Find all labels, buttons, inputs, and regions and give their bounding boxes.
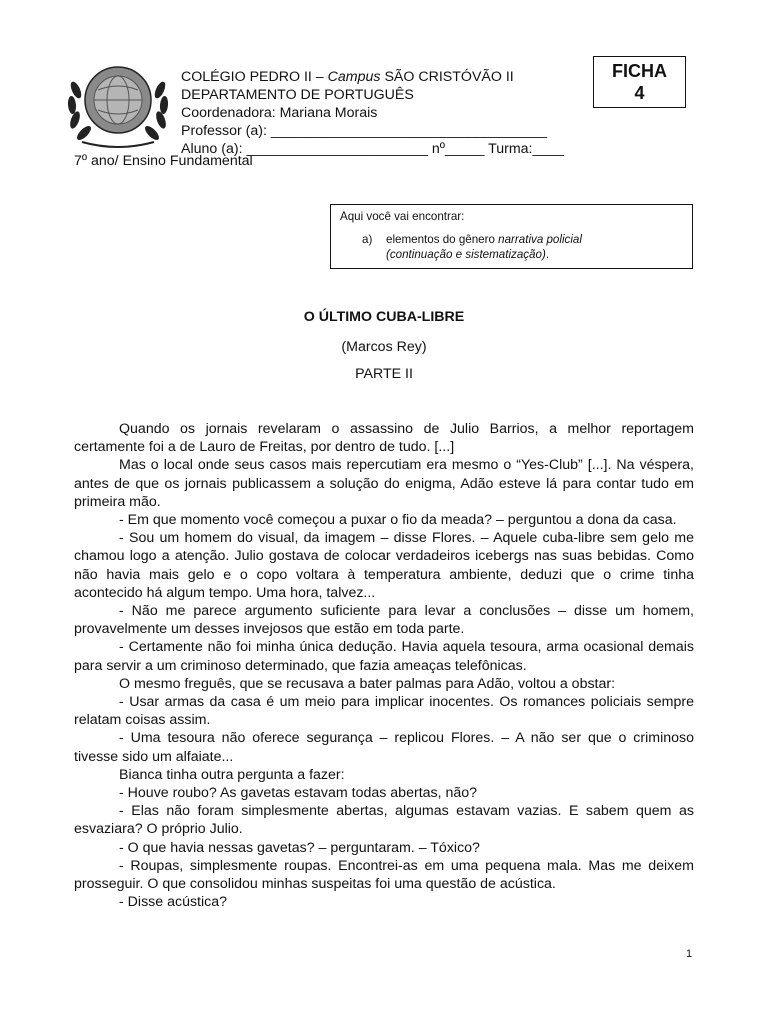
info-heading: Aqui você vai encontrar: xyxy=(340,210,465,223)
story-author: (Marcos Rey) xyxy=(341,339,427,355)
school-logo xyxy=(62,60,174,150)
paragraph: - Houve roubo? As gavetas estavam todas abertas, não? xyxy=(119,785,478,802)
paragraph: - Não me parece argumento suficiente para levar a conclusões – disse um homem, provavelmente um desses invejosos que estão em toda parte. xyxy=(74,603,694,638)
story-title: O ÚLTIMO CUBA-LIBRE xyxy=(303,309,465,325)
paragraph: - Elas não foram simplesmente abertas, algumas estavam vazias. E sabem quem as esvaziara? O próprio Julio. xyxy=(74,803,694,838)
info-item-marker: a) xyxy=(362,233,373,246)
paragraph: - Sou um homem do visual, da imagem – disse Flores. – Aquele cuba-libre sem gelo me chamou logo a atenção. Julio gostava de colocar verdadeiros icebergs nas suas bebidas. Como não havia mais gelo e o copo voltara à temperatura ambiente, deduzi que o crime tinha acontecido há algum tempo. Uma hora, talvez... xyxy=(74,530,694,601)
paragraph: Mas o local onde seus casos mais repercutiam era mesmo o “Yes-Club” [...]. Na véspera, antes de que os jornais publicassem a solução do enigma, Adão esteve lá para contar tudo em primeira mão. xyxy=(74,457,694,510)
paragraph: - Certamente não foi minha única dedução. Havia aquela tesoura, arma ocasional demais para servir a um criminoso determinado, que fazia ameaças telefônicas. xyxy=(74,639,694,674)
info-item: a) elementos do gênero narrativa policial (continuação e sistematização). xyxy=(362,233,582,261)
paragraph: - Uma tesoura não oferece segurança – replicou Flores. – A não ser que o criminoso tivesse sido um alfaiate... xyxy=(74,730,694,765)
paragraph: Quando os jornais revelaram o assassino de Julio Barrios, a melhor reportagem certamente foi a de Lauro de Freitas, por dentro de tudo. [...] xyxy=(74,421,694,456)
student-field: Aluno (a): _______________________ nº_____ Turma:____ xyxy=(181,141,565,157)
paragraph: Bianca tinha outra pergunta a fazer: xyxy=(119,766,345,783)
paragraph: - Roupas, simplesmente roupas. Encontrei-as em uma pequena mala. Mas me deixem prosseguir. O que consolidou minhas suspeitas foi uma questão de acústica. xyxy=(74,857,694,893)
ficha-number: 4 xyxy=(634,83,645,103)
paragraph: - Usar armas da casa é um meio para implicar inocentes. Os romances policiais sempre relatam coisas assim. xyxy=(74,694,694,729)
school-header xyxy=(181,68,564,158)
grade-level: 7º ano/ Ensino Fundamental xyxy=(74,153,253,169)
ficha-box xyxy=(593,56,686,108)
paragraph: - O que havia nessas gavetas? – perguntaram. – Tóxico? xyxy=(119,839,480,856)
department: DEPARTAMENTO DE PORTUGUÊS xyxy=(181,87,414,103)
story-part: PARTE II xyxy=(355,366,413,382)
paragraph: O mesmo freguês, que se recusava a bater palmas para Adão, voltou a obstar: xyxy=(119,675,616,692)
paragraph: - Disse acústica? xyxy=(119,894,228,911)
teacher-field: Professor (a): ___________________________________ xyxy=(181,123,548,139)
ficha-label: FICHA xyxy=(612,61,667,81)
school-name: COLÉGIO PEDRO II – Campus SÃO CRISTÓVÃO II xyxy=(181,69,514,85)
page-number: 1 xyxy=(686,948,693,960)
story-text xyxy=(74,420,694,911)
paragraph: - Em que momento você começou a puxar o fio da meada? – perguntou a dona da casa. xyxy=(119,512,677,529)
info-box xyxy=(330,204,693,269)
coordinator: Coordenadora: Mariana Morais xyxy=(181,105,378,121)
